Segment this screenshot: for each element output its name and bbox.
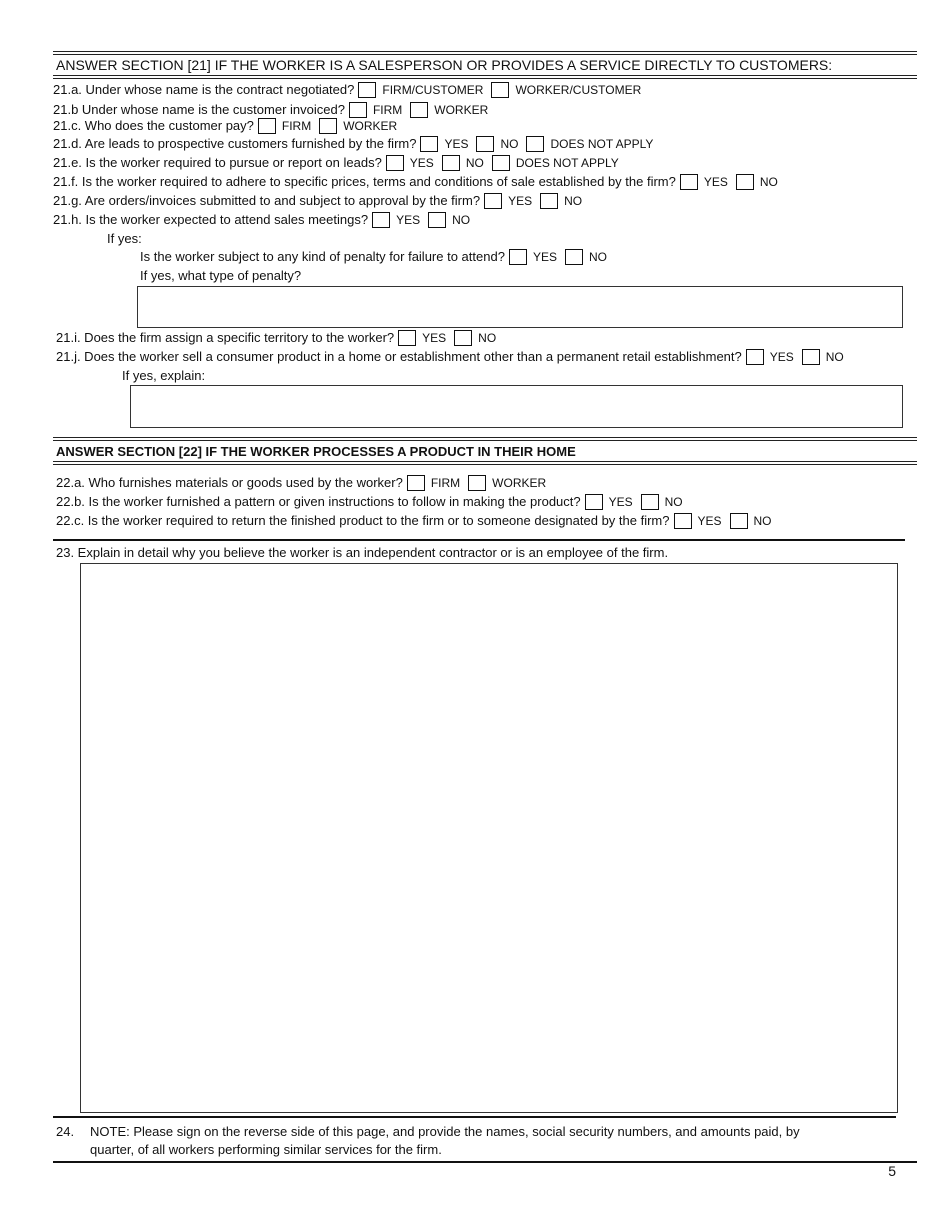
explanation-textarea[interactable] xyxy=(80,563,898,1113)
question-21b-text: 21.b Under whose name is the customer invoiced? xyxy=(53,102,345,117)
question-21c xyxy=(53,118,401,134)
checkbox-21e-does-not-apply[interactable] xyxy=(492,155,510,171)
question-21e xyxy=(53,155,623,171)
option-label: WORKER xyxy=(434,103,489,117)
question-21b xyxy=(53,102,492,118)
checkbox-21d-yes[interactable] xyxy=(420,136,438,152)
question-21h xyxy=(53,212,474,228)
explain-textarea[interactable] xyxy=(130,385,903,428)
divider xyxy=(53,539,905,541)
checkbox-22b-yes[interactable] xyxy=(585,494,603,510)
option-label: NO xyxy=(452,213,471,227)
divider xyxy=(53,75,917,76)
checkbox-21h-yes[interactable] xyxy=(372,212,390,228)
question-21f-text: 21.f. Is the worker required to adhere to specific prices, terms and conditions of sale established by the firm? xyxy=(53,174,676,189)
option-label: NO xyxy=(465,156,484,170)
question-21i xyxy=(56,330,500,346)
checkbox-21d-does-not-apply[interactable] xyxy=(526,136,544,152)
question-21c-text: 21.c. Who does the customer pay? xyxy=(53,118,254,133)
section22-header: ANSWER SECTION [22] IF THE WORKER PROCESSES A PRODUCT IN THEIR HOME xyxy=(56,444,576,459)
option-label: NO xyxy=(759,175,778,189)
checkbox-21d-no[interactable] xyxy=(476,136,494,152)
question-21g-text: 21.g. Are orders/invoices submitted to and subject to approval by the firm? xyxy=(53,193,481,208)
divider xyxy=(53,1116,896,1118)
option-label: NO xyxy=(478,331,497,345)
question-22c-text: 22.c. Is the worker required to return the finished product to the firm or to someone designated by the firm? xyxy=(56,513,670,528)
explain-label: If yes, explain: xyxy=(122,368,206,383)
checkbox-penalty-no[interactable] xyxy=(565,249,583,265)
checkbox-21c-firm[interactable] xyxy=(258,118,276,134)
question-22a-text: 22.a. Who furnishes materials or goods used by the worker? xyxy=(56,475,403,490)
divider xyxy=(53,54,917,55)
checkbox-21i-no[interactable] xyxy=(454,330,472,346)
note-number: 24. xyxy=(56,1124,75,1139)
option-label: FIRM/CUSTOMER xyxy=(382,83,484,97)
option-label: FIRM xyxy=(430,476,461,490)
option-label: DOES NOT APPLY xyxy=(515,156,619,170)
checkbox-21g-no[interactable] xyxy=(540,193,558,209)
question-21a xyxy=(53,82,645,98)
checkbox-22a-firm[interactable] xyxy=(407,475,425,491)
question-21e-text: 21.e. Is the worker required to pursue or report on leads? xyxy=(53,155,382,170)
divider xyxy=(53,78,917,79)
if-yes-label: If yes: xyxy=(107,231,142,246)
checkbox-22a-worker[interactable] xyxy=(468,475,486,491)
option-label: NO xyxy=(500,137,519,151)
option-label: YES xyxy=(697,514,722,528)
option-label: NO xyxy=(664,495,683,509)
question-23-text: 23. Explain in detail why you believe the worker is an independent contractor or is an employee of the firm. xyxy=(56,545,669,560)
checkbox-22b-no[interactable] xyxy=(641,494,659,510)
checkbox-21h-no[interactable] xyxy=(428,212,446,228)
option-label: YES xyxy=(703,175,728,189)
checkbox-21j-yes[interactable] xyxy=(746,349,764,365)
option-label: YES xyxy=(769,350,794,364)
checkbox-21e-no[interactable] xyxy=(442,155,460,171)
option-label: WORKER xyxy=(492,476,547,490)
checkbox-21e-yes[interactable] xyxy=(386,155,404,171)
option-label: YES xyxy=(422,331,447,345)
option-label: NO xyxy=(588,250,607,264)
checkbox-21c-worker[interactable] xyxy=(319,118,337,134)
note-24-line1 xyxy=(56,1124,800,1140)
checkbox-21f-no[interactable] xyxy=(736,174,754,190)
divider xyxy=(53,437,917,438)
option-label: YES xyxy=(608,495,633,509)
divider xyxy=(53,1161,917,1163)
question-21a-text: 21.a. Under whose name is the contract negotiated? xyxy=(53,82,355,97)
question-21d xyxy=(53,136,657,152)
option-label: NO xyxy=(825,350,844,364)
question-penalty xyxy=(140,249,611,265)
option-label: YES xyxy=(396,213,421,227)
question-22c xyxy=(56,513,776,529)
question-21j xyxy=(56,349,848,365)
checkbox-22c-no[interactable] xyxy=(730,513,748,529)
checkbox-21j-no[interactable] xyxy=(802,349,820,365)
note-24-line2: quarter, of all workers performing similar services for the firm. xyxy=(90,1142,442,1157)
penalty-type-label: If yes, what type of penalty? xyxy=(140,268,302,283)
checkbox-21f-yes[interactable] xyxy=(680,174,698,190)
checkbox-21a-worker-customer[interactable] xyxy=(491,82,509,98)
divider xyxy=(53,464,917,465)
question-22b-text: 22.b. Is the worker furnished a pattern or given instructions to follow in making the product? xyxy=(56,494,581,509)
checkbox-21a-firm-customer[interactable] xyxy=(358,82,376,98)
penalty-type-textarea[interactable] xyxy=(137,286,903,328)
checkbox-penalty-yes[interactable] xyxy=(509,249,527,265)
option-label: FIRM xyxy=(372,103,403,117)
question-22a xyxy=(56,475,550,491)
question-21h-text: 21.h. Is the worker expected to attend sales meetings? xyxy=(53,212,369,227)
divider xyxy=(53,461,917,462)
option-label: YES xyxy=(444,137,469,151)
question-22b xyxy=(56,494,687,510)
checkbox-22c-yes[interactable] xyxy=(674,513,692,529)
option-label: NO xyxy=(564,194,583,208)
checkbox-21g-yes[interactable] xyxy=(484,193,502,209)
option-label: YES xyxy=(409,156,434,170)
question-21i-text: 21.i. Does the firm assign a specific territory to the worker? xyxy=(56,330,395,345)
divider xyxy=(53,51,917,52)
option-label: DOES NOT APPLY xyxy=(550,137,654,151)
section21-header: ANSWER SECTION [21] IF THE WORKER IS A SALESPERSON OR PROVIDES A SERVICE DIRECTLY TO CUSTOMERS: xyxy=(56,57,833,73)
option-label: WORKER xyxy=(343,119,398,133)
question-21f xyxy=(53,174,782,190)
note-text: NOTE: Please sign on the reverse side of this page, and provide the names, social security numbers, and amounts paid, by xyxy=(90,1124,800,1139)
option-label: WORKER/CUSTOMER xyxy=(515,83,642,97)
question-21d-text: 21.d. Are leads to prospective customers furnished by the firm? xyxy=(53,136,417,151)
checkbox-21i-yes[interactable] xyxy=(398,330,416,346)
checkbox-21b-worker[interactable] xyxy=(410,102,428,118)
question-21g xyxy=(53,193,586,209)
divider xyxy=(53,440,917,441)
checkbox-21b-firm[interactable] xyxy=(349,102,367,118)
option-label: NO xyxy=(753,514,772,528)
question-21j-text: 21.j. Does the worker sell a consumer product in a home or establishment other than a permanent retail establishment? xyxy=(56,349,742,364)
page-number: 5 xyxy=(888,1163,896,1179)
option-label: YES xyxy=(532,250,557,264)
option-label: YES xyxy=(508,194,533,208)
option-label: FIRM xyxy=(281,119,312,133)
question-penalty-text: Is the worker subject to any kind of penalty for failure to attend? xyxy=(140,249,505,264)
